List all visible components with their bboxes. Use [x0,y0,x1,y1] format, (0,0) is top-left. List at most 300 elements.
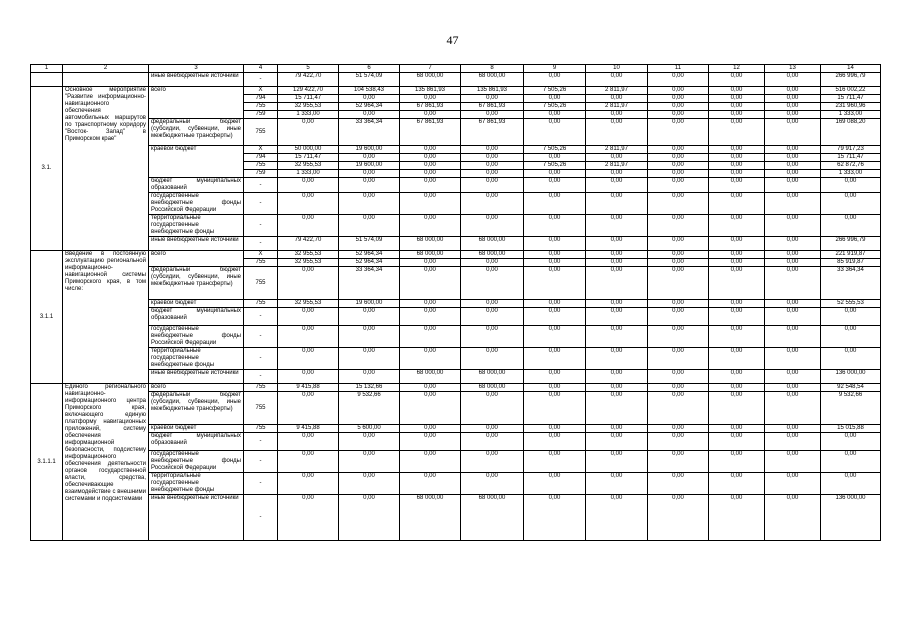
table-row [31,495,881,541]
amount-cell: 0,00 [400,425,461,433]
amount-cell: 0,00 [586,451,648,473]
amount-cell: 0,00 [648,308,709,326]
amount-cell: 104 538,43 [339,87,400,95]
amount-cell: 0,00 [709,87,765,95]
table-row [31,451,881,473]
amount-cell: 0,00 [765,87,821,95]
amount-cell: 0,00 [400,259,461,267]
table-row [31,251,881,259]
amount-cell: 0,00 [648,259,709,267]
funding-source-cell: иные внебюджетные источники [149,370,244,384]
amount-cell: 0,00 [709,103,765,111]
amount-cell: 0,00 [765,451,821,473]
table-row [31,473,881,495]
amount-cell: 0,00 [339,495,400,541]
amount-cell: 0,00 [765,178,821,193]
column-number-cell: 12 [709,65,765,73]
amount-cell: 68 000,00 [400,370,461,384]
amount-cell: 68 000,00 [461,384,524,392]
table-row [31,348,881,370]
amount-cell: 0,00 [709,392,765,425]
amount-cell: 0,00 [648,326,709,348]
amount-cell: 0,00 [709,193,765,215]
amount-cell: 0,00 [339,95,400,103]
amount-cell: 135 861,93 [461,87,524,95]
activity-name-cell [63,73,149,87]
amount-cell: 0,00 [278,326,339,348]
budget-code-cell: 755 [244,119,278,146]
amount-cell: 0,00 [524,259,586,267]
amount-cell: 0,00 [586,425,648,433]
amount-cell: 0,00 [278,451,339,473]
amount-cell: 0,00 [461,451,524,473]
budget-code-cell: - [244,326,278,348]
amount-cell: 0,00 [461,326,524,348]
amount-cell: 0,00 [461,162,524,170]
amount-cell: 2 811,97 [586,87,648,95]
header-row [31,65,881,73]
amount-cell: 0,00 [400,392,461,425]
budget-code-cell: - [244,473,278,495]
amount-cell: 0,00 [461,300,524,308]
amount-cell: 68 000,00 [400,73,461,87]
amount-cell: 0,00 [648,370,709,384]
amount-cell: 0,00 [709,237,765,251]
funding-source-cell: иные внебюджетные источники [149,73,244,87]
amount-cell: 0,00 [821,308,881,326]
budget-code-cell: X [244,146,278,154]
amount-cell: 68 000,00 [400,495,461,541]
amount-cell: 169 088,20 [821,119,881,146]
amount-cell: 68 000,00 [400,237,461,251]
amount-cell: 7 505,26 [524,146,586,154]
amount-cell: 19 600,00 [339,162,400,170]
amount-cell: 0,00 [524,95,586,103]
table-row [31,178,881,193]
funding-source-cell: всего [149,251,244,267]
amount-cell: 32 955,53 [278,251,339,259]
item-number-cell: 3.1. [31,87,63,251]
budget-code-cell: - [244,215,278,237]
amount-cell: 0,00 [586,326,648,348]
amount-cell: 0,00 [461,267,524,300]
amount-cell: 0,00 [586,95,648,103]
amount-cell: 0,00 [709,251,765,259]
amount-cell: 0,00 [461,146,524,154]
table-row [31,215,881,237]
amount-cell: 0,00 [648,300,709,308]
amount-cell: 0,00 [821,433,881,451]
amount-cell: 0,00 [524,170,586,178]
amount-cell: 33 364,34 [821,267,881,300]
table-row [31,119,881,146]
table-row [31,193,881,215]
budget-code-cell: 755 [244,425,278,433]
amount-cell: 9 415,88 [278,425,339,433]
amount-cell: 0,00 [400,111,461,119]
amount-cell: 0,00 [648,237,709,251]
table-row [31,87,881,95]
column-number-cell: 5 [278,65,339,73]
amount-cell: 0,00 [709,215,765,237]
amount-cell: 0,00 [461,154,524,162]
amount-cell: 0,00 [821,193,881,215]
amount-cell: 231 960,96 [821,103,881,111]
amount-cell: 516 002,22 [821,87,881,95]
amount-cell: 32 955,53 [278,103,339,111]
amount-cell: 2 811,97 [586,146,648,154]
amount-cell: 7 505,26 [524,162,586,170]
amount-cell: 0,00 [709,300,765,308]
funding-source-cell: территориальные государственные внебюджетные фонды [149,215,244,237]
amount-cell: 1 333,00 [821,111,881,119]
amount-cell: 266 996,79 [821,73,881,87]
amount-cell: 0,00 [400,215,461,237]
amount-cell: 2 811,97 [586,162,648,170]
funding-source-cell: краевой бюджет [149,425,244,433]
amount-cell: 0,00 [524,495,586,541]
amount-cell: 0,00 [400,308,461,326]
amount-cell: 0,00 [709,178,765,193]
amount-cell: 0,00 [648,170,709,178]
amount-cell: 0,00 [586,259,648,267]
amount-cell: 0,00 [524,370,586,384]
amount-cell: 0,00 [648,178,709,193]
funding-source-cell: государственные внебюджетные фонды Российской Федерации [149,451,244,473]
funding-source-cell: федеральный бюджет (субсидии, субвенции, иные межбюджетные трансферты) [149,267,244,300]
amount-cell: 0,00 [765,392,821,425]
budget-code-cell: 755 [244,162,278,170]
amount-cell: 19 600,00 [339,146,400,154]
amount-cell: 9 532,66 [821,392,881,425]
amount-cell: 0,00 [461,425,524,433]
amount-cell: 0,00 [278,495,339,541]
amount-cell: 67 861,93 [461,119,524,146]
amount-cell: 0,00 [709,370,765,384]
budget-code-cell: 755 [244,300,278,308]
amount-cell: 0,00 [821,348,881,370]
amount-cell: 0,00 [709,119,765,146]
amount-cell: 0,00 [648,384,709,392]
column-number-cell: 6 [339,65,400,73]
amount-cell: 0,00 [524,384,586,392]
amount-cell: 0,00 [524,433,586,451]
amount-cell: 68 000,00 [400,251,461,259]
funding-source-cell: иные внебюджетные источники [149,495,244,541]
amount-cell: 0,00 [586,392,648,425]
amount-cell: 0,00 [709,308,765,326]
amount-cell: 0,00 [821,473,881,495]
amount-cell: 0,00 [821,215,881,237]
amount-cell: 1 333,00 [278,111,339,119]
amount-cell: 0,00 [461,348,524,370]
amount-cell: 0,00 [586,170,648,178]
amount-cell: 85 919,87 [821,259,881,267]
amount-cell: 0,00 [648,433,709,451]
budget-code-cell: - [244,370,278,384]
amount-cell: 0,00 [765,111,821,119]
amount-cell: 0,00 [709,473,765,495]
amount-cell: 0,00 [648,215,709,237]
amount-cell: 0,00 [339,170,400,178]
amount-cell: 0,00 [339,154,400,162]
amount-cell: 67 861,93 [400,103,461,111]
amount-cell: 0,00 [524,392,586,425]
amount-cell: 0,00 [648,267,709,300]
amount-cell: 0,00 [400,154,461,162]
budget-code-cell: - [244,495,278,541]
amount-cell: 0,00 [339,326,400,348]
budget-code-cell: 755 [244,267,278,300]
amount-cell: 0,00 [278,119,339,146]
funding-source-cell: государственные внебюджетные фонды Российской Федерации [149,193,244,215]
amount-cell: 0,00 [524,425,586,433]
amount-cell: 0,00 [709,384,765,392]
amount-cell: 0,00 [765,119,821,146]
budget-code-cell: - [244,237,278,251]
amount-cell: 0,00 [648,162,709,170]
budget-code-cell: 759 [244,111,278,119]
funding-source-cell: федеральный бюджет (субсидии, субвенции, иные межбюджетные трансферты) [149,119,244,146]
amount-cell: 0,00 [765,433,821,451]
amount-cell: 0,00 [278,370,339,384]
amount-cell: 0,00 [765,267,821,300]
amount-cell: 0,00 [765,103,821,111]
amount-cell: 0,00 [765,370,821,384]
amount-cell: 0,00 [586,111,648,119]
amount-cell: 0,00 [586,308,648,326]
amount-cell: 68 000,00 [461,73,524,87]
amount-cell: 0,00 [400,170,461,178]
amount-cell: 0,00 [461,215,524,237]
amount-cell: 0,00 [524,326,586,348]
amount-cell: 52 964,34 [339,103,400,111]
funding-source-cell: краевой бюджет [149,300,244,308]
amount-cell: 0,00 [524,308,586,326]
budget-code-cell: 755 [244,259,278,267]
column-number-cell: 11 [648,65,709,73]
amount-cell: 0,00 [709,348,765,370]
table-row [31,384,881,392]
amount-cell: 62 872,76 [821,162,881,170]
amount-cell: 7 505,26 [524,87,586,95]
amount-cell: 0,00 [524,267,586,300]
amount-cell: 0,00 [461,392,524,425]
amount-cell: 0,00 [278,392,339,425]
amount-cell: 50 000,00 [278,146,339,154]
table-row [31,267,881,300]
amount-cell: 0,00 [648,111,709,119]
activity-name-cell: Введение в постоянную эксплуатацию региональной информационно-навигационной системы Приморского края, в том числе: [63,251,149,384]
budget-code-cell: - [244,73,278,87]
amount-cell: 0,00 [709,95,765,103]
amount-cell: 68 000,00 [461,495,524,541]
amount-cell: 0,00 [648,392,709,425]
amount-cell: 52 964,34 [339,259,400,267]
column-number-cell: 8 [461,65,524,73]
amount-cell: 221 919,87 [821,251,881,259]
amount-cell: 0,00 [765,300,821,308]
budget-code-cell: - [244,178,278,193]
amount-cell: 0,00 [765,95,821,103]
amount-cell: 0,00 [278,348,339,370]
amount-cell: 0,00 [461,473,524,495]
amount-cell: 0,00 [400,451,461,473]
amount-cell: 0,00 [821,451,881,473]
amount-cell: 0,00 [709,495,765,541]
amount-cell: 0,00 [648,193,709,215]
amount-cell: 0,00 [648,95,709,103]
amount-cell: 0,00 [648,103,709,111]
amount-cell: 0,00 [524,451,586,473]
column-number-cell: 4 [244,65,278,73]
amount-cell: 33 364,34 [339,267,400,300]
amount-cell: 0,00 [821,326,881,348]
amount-cell: 0,00 [765,348,821,370]
amount-cell: 0,00 [339,473,400,495]
amount-cell: 0,00 [586,215,648,237]
amount-cell: 0,00 [709,73,765,87]
amount-cell: 0,00 [765,162,821,170]
amount-cell: 0,00 [765,170,821,178]
amount-cell: 0,00 [278,267,339,300]
amount-cell: 0,00 [765,473,821,495]
table-row [31,300,881,308]
amount-cell: 0,00 [339,348,400,370]
amount-cell: 0,00 [400,300,461,308]
amount-cell: 0,00 [648,425,709,433]
column-number-cell: 1 [31,65,63,73]
amount-cell: 0,00 [765,384,821,392]
amount-cell: 0,00 [586,73,648,87]
budget-code-cell: - [244,451,278,473]
table-row [31,73,881,87]
column-number-cell: 7 [400,65,461,73]
funding-source-cell: федеральный бюджет (субсидии, субвенции, иные межбюджетные трансферты) [149,392,244,425]
amount-cell: 0,00 [400,95,461,103]
amount-cell: 0,00 [765,259,821,267]
amount-cell: 136 000,00 [821,495,881,541]
item-number-cell [31,73,63,87]
funding-source-cell: бюджет муниципальных образований [149,433,244,451]
amount-cell: 52 555,53 [821,300,881,308]
budget-code-cell: 755 [244,392,278,425]
amount-cell: 0,00 [400,473,461,495]
column-number-cell: 13 [765,65,821,73]
amount-cell: 0,00 [586,300,648,308]
amount-cell: 0,00 [461,433,524,451]
amount-cell: 0,00 [709,425,765,433]
budget-code-cell: X [244,87,278,95]
amount-cell: 0,00 [648,348,709,370]
amount-cell: 0,00 [586,154,648,162]
amount-cell: 0,00 [339,370,400,384]
amount-cell: 0,00 [461,95,524,103]
amount-cell: 0,00 [765,251,821,259]
table-row [31,433,881,451]
amount-cell: 0,00 [648,495,709,541]
budget-code-cell: - [244,308,278,326]
amount-cell: 32 955,53 [278,300,339,308]
amount-cell: 0,00 [586,267,648,300]
item-number-cell: 3.1.1.1 [31,384,63,541]
amount-cell: 0,00 [524,193,586,215]
amount-cell: 0,00 [765,215,821,237]
funding-source-cell: всего [149,384,244,392]
amount-cell: 1 333,00 [278,170,339,178]
amount-cell: 9 415,88 [278,384,339,392]
amount-cell: 0,00 [278,178,339,193]
funding-source-cell: государственные внебюджетные фонды Российской Федерации [149,326,244,348]
amount-cell: 0,00 [765,326,821,348]
amount-cell: 0,00 [461,178,524,193]
column-number-cell: 2 [63,65,149,73]
amount-cell: 0,00 [709,162,765,170]
amount-cell: 0,00 [648,473,709,495]
budget-code-cell: - [244,433,278,451]
table-row [31,425,881,433]
funding-source-cell: всего [149,87,244,119]
item-number-cell: 3.1.1 [31,251,63,384]
amount-cell: 79 422,70 [278,237,339,251]
amount-cell: 0,00 [400,348,461,370]
amount-cell: 0,00 [461,193,524,215]
amount-cell: 0,00 [339,308,400,326]
amount-cell: 92 548,54 [821,384,881,392]
amount-cell: 0,00 [765,308,821,326]
amount-cell: 0,00 [765,495,821,541]
column-number-cell: 9 [524,65,586,73]
amount-cell: 68 000,00 [461,370,524,384]
amount-cell: 0,00 [524,154,586,162]
amount-cell: 266 996,79 [821,237,881,251]
amount-cell: 0,00 [648,451,709,473]
amount-cell: 0,00 [586,119,648,146]
amount-cell: 0,00 [278,308,339,326]
amount-cell: 0,00 [278,473,339,495]
amount-cell: 0,00 [648,154,709,162]
amount-cell: 0,00 [765,154,821,162]
amount-cell: 0,00 [339,111,400,119]
amount-cell: 0,00 [524,119,586,146]
amount-cell: 0,00 [648,251,709,259]
amount-cell: 15 711,47 [821,95,881,103]
amount-cell: 68 000,00 [461,237,524,251]
amount-cell: 0,00 [461,111,524,119]
amount-cell: 0,00 [339,433,400,451]
amount-cell: 0,00 [339,215,400,237]
activity-name-cell: Основное мероприятие "Развитие информационно-навигационного обеспечения автомобильных маршрутов по транспортному коридору "Восток- Запад" в Приморском крае" [63,87,149,251]
amount-cell: 0,00 [524,237,586,251]
funding-source-cell: территориальные государственные внебюджетные фонды [149,473,244,495]
column-number-cell: 14 [821,65,881,73]
amount-cell: 0,00 [586,348,648,370]
amount-cell: 52 964,34 [339,251,400,259]
amount-cell: 0,00 [709,146,765,154]
amount-cell: 0,00 [648,73,709,87]
amount-cell: 0,00 [400,193,461,215]
amount-cell: 0,00 [648,119,709,146]
amount-cell: 0,00 [278,193,339,215]
amount-cell: 67 861,93 [461,103,524,111]
table-row [31,392,881,425]
amount-cell: 0,00 [400,326,461,348]
amount-cell: 136 000,00 [821,370,881,384]
table-row [31,326,881,348]
amount-cell: 135 861,93 [400,87,461,95]
amount-cell: 0,00 [339,451,400,473]
amount-cell: 0,00 [586,495,648,541]
